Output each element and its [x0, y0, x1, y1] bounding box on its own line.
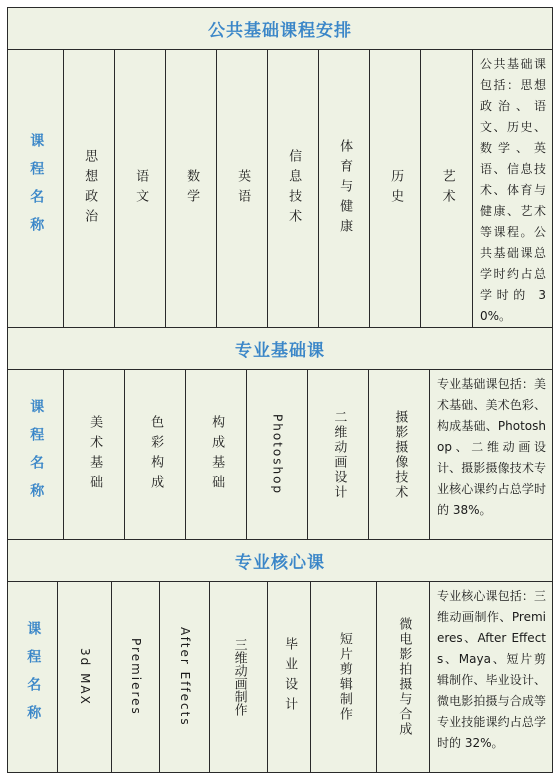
course-cell: 三维动画制作 [210, 582, 268, 772]
course-cell: Photoshop [247, 370, 308, 539]
course-cell: 二维动画设计 [308, 370, 369, 539]
course-schedule-table [7, 7, 553, 773]
course-cell: 英语 [217, 50, 268, 327]
course-cell: 3d MAX [58, 582, 112, 772]
section-title-professional-basic: 专业基础课 [8, 328, 552, 370]
course-cell: 构成基础 [186, 370, 247, 539]
section-description: 专业核心课包括：三维动画制作、Premieres、After Effects、Maya、短片剪辑制作、毕业设计、微电影拍摄与合成等专业技能课约占总学时的 32%。 [430, 582, 552, 772]
course-row-public [8, 50, 552, 328]
course-cell: 美术基础 [64, 370, 125, 539]
course-cell: 短片剪辑制作 [311, 582, 377, 772]
course-cell: 信息技术 [268, 50, 319, 327]
row-label: 课程名称 [8, 582, 58, 772]
section-title-public: 公共基础课程安排 [8, 8, 552, 50]
section-description: 公共基础课包括：思想政治、语文、历史、数学、英语、信息技术、体育与健康、艺术等课程。公共基础课总学时约占总学时的 30%。 [473, 50, 552, 327]
course-cell: 语文 [115, 50, 166, 327]
course-cell: 色彩构成 [125, 370, 186, 539]
course-cell: 微电影拍摄与合成 [377, 582, 430, 772]
section-professional-core [8, 540, 552, 772]
section-title-professional-core: 专业核心课 [8, 540, 552, 582]
course-cell: 体育与健康 [319, 50, 370, 327]
course-cell: 历史 [370, 50, 421, 327]
course-row-professional-basic [8, 370, 552, 540]
row-label: 课程名称 [8, 370, 64, 539]
section-description: 专业基础课包括：美术基础、美术色彩、构成基础、Photoshop、二维动画设计、摄影摄像技术专业核心课约占总学时的 38%。 [430, 370, 552, 539]
course-cell: After Effects [160, 582, 210, 772]
course-cell: 艺术 [421, 50, 473, 327]
course-cell: Premieres [112, 582, 160, 772]
course-cell: 数学 [166, 50, 217, 327]
row-label: 课程名称 [8, 50, 64, 327]
course-cell: 毕业设计 [268, 582, 311, 772]
course-cell: 思想政治 [64, 50, 115, 327]
course-row-professional-core [8, 582, 552, 772]
course-cell: 摄影摄像技术 [369, 370, 430, 539]
section-professional-basic [8, 328, 552, 540]
section-public-basic [8, 8, 552, 328]
